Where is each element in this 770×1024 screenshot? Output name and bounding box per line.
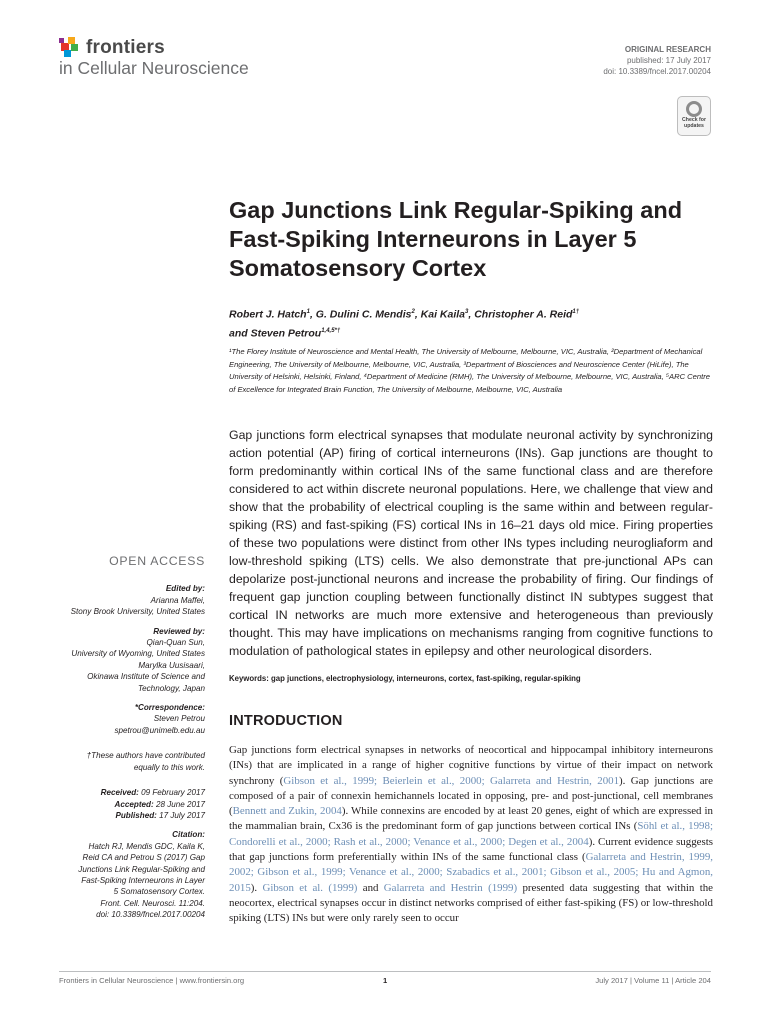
section-heading-introduction: INTRODUCTION <box>229 713 343 729</box>
date-value: 28 June 2017 <box>155 799 205 809</box>
reviewed-by-heading: Reviewed by: <box>153 626 205 636</box>
date-value: 09 February 2017 <box>141 788 205 798</box>
date-accepted <box>40 799 205 810</box>
check-for-updates-label: Check for updates <box>682 117 706 129</box>
editor-line: Arianna Maffei, <box>150 595 205 605</box>
author-sup: 1† <box>572 309 580 315</box>
published-date: published: 17 July 2017 <box>626 56 711 65</box>
keywords: Keywords: gap junctions, electrophysiology, interneurons, cortex, fast-spiking, regular-spiking <box>229 674 581 683</box>
intro-text: ). <box>250 881 263 894</box>
author-list <box>229 304 719 341</box>
citation-doi-link[interactable]: doi: 10.3389/fncel.2017.00204 <box>96 910 205 920</box>
page-number: 1 <box>383 976 388 985</box>
intro-text: presented data suggesting that within the neocortex, electrical synapses occur in distinct networks comprised of either fast-spiking (FS) or low-threshold spiking (LTS) INs but were only rarely seen to occur <box>229 881 714 925</box>
citation-line: Front. Cell. Neurosci. 11:204. <box>100 898 205 908</box>
footer-divider <box>59 971 711 972</box>
author[interactable]: Christopher A. Reid <box>474 308 573 321</box>
refresh-icon <box>686 101 702 117</box>
footer-issue-info: July 2017 | Volume 11 | Article 204 <box>595 976 711 985</box>
doi: doi: 10.3389/fncel.2017.00204 <box>603 67 711 76</box>
introduction-text <box>229 743 713 927</box>
author-sep: , <box>468 308 475 321</box>
citation-line: Reid CA and Petrou S (2017) Gap <box>82 853 205 863</box>
reviewer-line: University of Wyoming, United States <box>71 649 205 659</box>
citation-link[interactable]: Gibson et al. (1999) <box>262 881 358 894</box>
reviewer-line: Technology, Japan <box>137 683 205 693</box>
editor-line: Stony Brook University, United States <box>70 607 205 617</box>
brand-name: frontiers <box>86 37 165 58</box>
correspondence-email-link[interactable]: spetrou@unimelb.edu.au <box>114 725 205 735</box>
intro-text: ). While connexins are encoded by at least 20 genes, eight of which are expressed in the mammalian brain, Cx36 is the predominant form of gap junctions between cortical INs ( <box>229 805 713 833</box>
citation-link[interactable]: Bennett and Zukin, 2004 <box>232 805 342 818</box>
author-sup: 1,4,5*† <box>321 327 341 334</box>
date-published <box>40 810 205 821</box>
article-title: Gap Junctions Link Regular-Spiking and Fast-Spiking Interneurons in Layer 5 Somatosensory Cortex <box>229 197 683 281</box>
date-label: Received: <box>100 788 139 798</box>
citation-line: Hatch RJ, Mendis GDC, Kaila K, <box>88 841 205 851</box>
contribution-note: equally to this work. <box>133 762 205 772</box>
author[interactable]: Kai Kaila <box>420 308 466 321</box>
citation-link[interactable]: Galarreta and Hestrin (1999) <box>383 881 518 894</box>
correspondence-heading: *Correspondence: <box>134 703 205 713</box>
author[interactable]: and Steven Petrou <box>229 327 322 339</box>
check-for-updates-button[interactable] <box>677 96 711 136</box>
affiliations: ¹The Florey Institute of Neuroscience and Mental Health, The University of Melbourne, Melbourne, VIC, Australia, ²Department of Mechanical Engineering, The University of Melbourne, Melbourne, VIC, Australia, ³Department of Biosciences and Neuroscience Center (HiLife), The University of Helsinki, Helsinki, Finland, ⁴Department of Medicine (RMH), The University of Melbourne, Melbourne, VIC, Australia, ⁵ARC Centre of Excellence for Integrated Brain Function, The University of Melbourne, Melbourne, VIC, Australia <box>229 347 710 394</box>
author-sep: , <box>309 308 316 321</box>
intro-text: Gap junctions form electrical synapses in networks of neocortical and hippocampal inhibitory interneurons (INs) that are implicated in a range of higher cognitive functions by virtue of their impact on network synchrony ( <box>229 744 713 787</box>
author[interactable]: Robert J. Hatch <box>229 308 307 321</box>
reviewer-line: Qian-Quan Sun, <box>146 638 205 648</box>
author-sup: 2 <box>411 309 415 315</box>
intro-text: ). Gap junctions are composed of a pair of connexin hemichannels located in opposing, pre- and post-junctional, cell membranes ( <box>229 774 713 818</box>
article-sidebar <box>40 556 205 927</box>
reviewer-line: Marylka Uusisaari, <box>138 660 205 670</box>
footer-journal-link[interactable]: Frontiers in Cellular Neuroscience | www.frontiersin.org <box>59 976 245 985</box>
correspondence-name: Steven Petrou <box>153 714 205 724</box>
author-sep: , <box>414 308 421 321</box>
open-access-label: OPEN ACCESS <box>109 554 205 568</box>
citation-link[interactable]: Galarreta and Hestrin, 1999, 2002; Gibson et al., 1999; Venance et al., 2000; Szabadics et al., 2001; Gibson et al., 2005; Hu and Agmon, 2015 <box>229 851 714 894</box>
citation-link[interactable]: Gibson et al., 1999; Beierlein et al., 2000; Galarreta and Hestrin, 2001 <box>283 774 620 787</box>
intro-text: and <box>357 881 384 894</box>
date-label: Accepted: <box>114 799 154 809</box>
author-sup: 3 <box>465 309 469 315</box>
author[interactable]: G. Dulini C. Mendis <box>315 308 412 321</box>
frontiers-logo-icon <box>59 35 81 59</box>
intro-text: ). Current evidence suggests that gap junctions form preferentially within INs of the same functional class ( <box>229 835 713 864</box>
contribution-note: †These authors have contributed <box>86 751 205 761</box>
article-type: ORIGINAL RESEARCH <box>624 45 711 54</box>
date-value: 17 July 2017 <box>159 810 205 820</box>
citation-line: 5 Somatosensory Cortex. <box>113 887 205 897</box>
citation-line: Fast-Spiking Interneurons in Layer <box>81 875 205 885</box>
author-sup: 1 <box>306 309 310 315</box>
citation-line: Junctions Link Regular-Spiking and <box>78 864 205 874</box>
citation-heading: Citation: <box>172 830 205 840</box>
date-label: Published: <box>115 810 157 820</box>
article-meta <box>461 44 711 77</box>
citation-link[interactable]: Söhl et al., 1998; Condorelli et al., 2000; Rash et al., 2000; Venance et al., 2000; Degen et al., 2004 <box>229 820 713 848</box>
reviewer-line: Okinawa Institute of Science and <box>87 672 205 682</box>
journal-name: in Cellular Neuroscience <box>59 58 249 78</box>
abstract: Gap junctions form electrical synapses that modulate neuronal activity by synchronizing action potential (AP) firing of cortical interneurons (INs). Gap junctions are thought to form predominantly within cortical INs of the same functional class and are therefore considered to act within discrete neuronal populations. Here, we challenge that view and show that the probability of electrical coupling is the same within and between regular-spiking (RS) and fast-spiking (FS) cortical INs in 16–21 days old mice. Firing properties of these two populations were distinct from other INs types including neurogliaform and low-threshold spiking (LTS) cells. We also demonstrate that pre-junctional APs can depolarize post-junctional neurons and increase the probability of firing. Our findings of frequent gap junction coupling between functionally distinct IN subtypes suggest that cortical IN networks are much more extensive and heterogeneous than previously thought. This may have implications on mechanisms ranging from cognitive functions to modulation of pathological states in epilepsy and other neurological disorders. <box>229 428 713 658</box>
date-received <box>40 787 205 798</box>
edited-by-heading: Edited by: <box>165 584 205 594</box>
